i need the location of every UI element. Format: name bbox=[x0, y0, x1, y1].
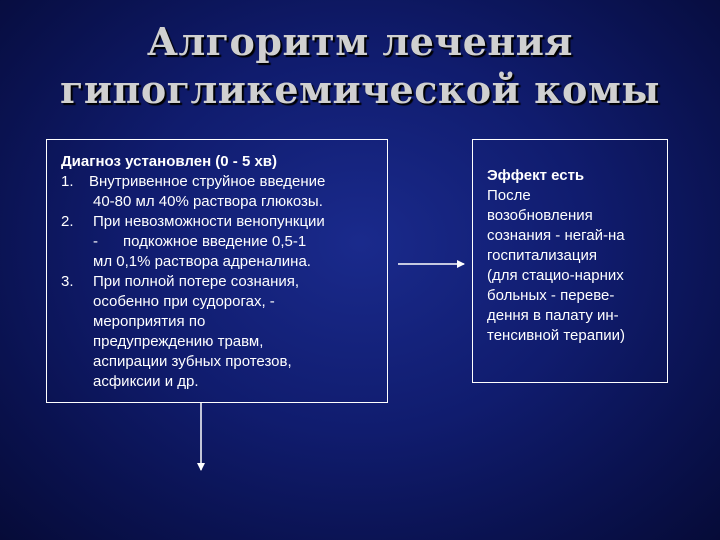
effect-line: госпитализация bbox=[487, 247, 597, 264]
step-line: При полной потере сознания, bbox=[93, 273, 300, 290]
effect-line: возобновления bbox=[487, 207, 593, 224]
step-number: 1. bbox=[61, 173, 74, 190]
effect-line: дення в палату ин- bbox=[487, 307, 619, 324]
title-line-2: гипогликемической комы bbox=[60, 67, 660, 112]
step-line: При невозможности венопункции bbox=[93, 213, 325, 230]
effect-heading: Эффект есть bbox=[487, 167, 585, 184]
effect-line: сознания - негай-на bbox=[487, 227, 625, 244]
step-line: - подкожное введение 0,5-1 bbox=[93, 233, 307, 250]
effect-line: тенсивной терапии) bbox=[487, 327, 625, 344]
step-line: предупреждению травм, bbox=[93, 333, 264, 350]
effect-line: После bbox=[487, 187, 531, 204]
step-line: 40-80 мл 40% раствора глюкозы. bbox=[93, 193, 323, 210]
step-line: мероприятия по bbox=[93, 313, 206, 330]
step-line: Внутривенное струйное введение bbox=[89, 173, 326, 190]
step-line: аспирации зубных протезов, bbox=[93, 353, 292, 370]
effect-line: (для стацио-нарних bbox=[487, 267, 624, 284]
diagnosis-heading: Диагноз установлен (0 - 5 хв) bbox=[61, 153, 278, 170]
step-line: особенно при судорогах, - bbox=[93, 293, 275, 310]
effect-line: больных - переве- bbox=[487, 287, 615, 304]
step-line: мл 0,1% раствора адреналина. bbox=[93, 253, 311, 270]
step-number: 2. bbox=[61, 213, 74, 230]
step-number: 3. bbox=[61, 273, 74, 290]
title-line-1: Алгоритм лечения bbox=[147, 19, 573, 64]
step-line: асфиксии и др. bbox=[93, 373, 199, 390]
